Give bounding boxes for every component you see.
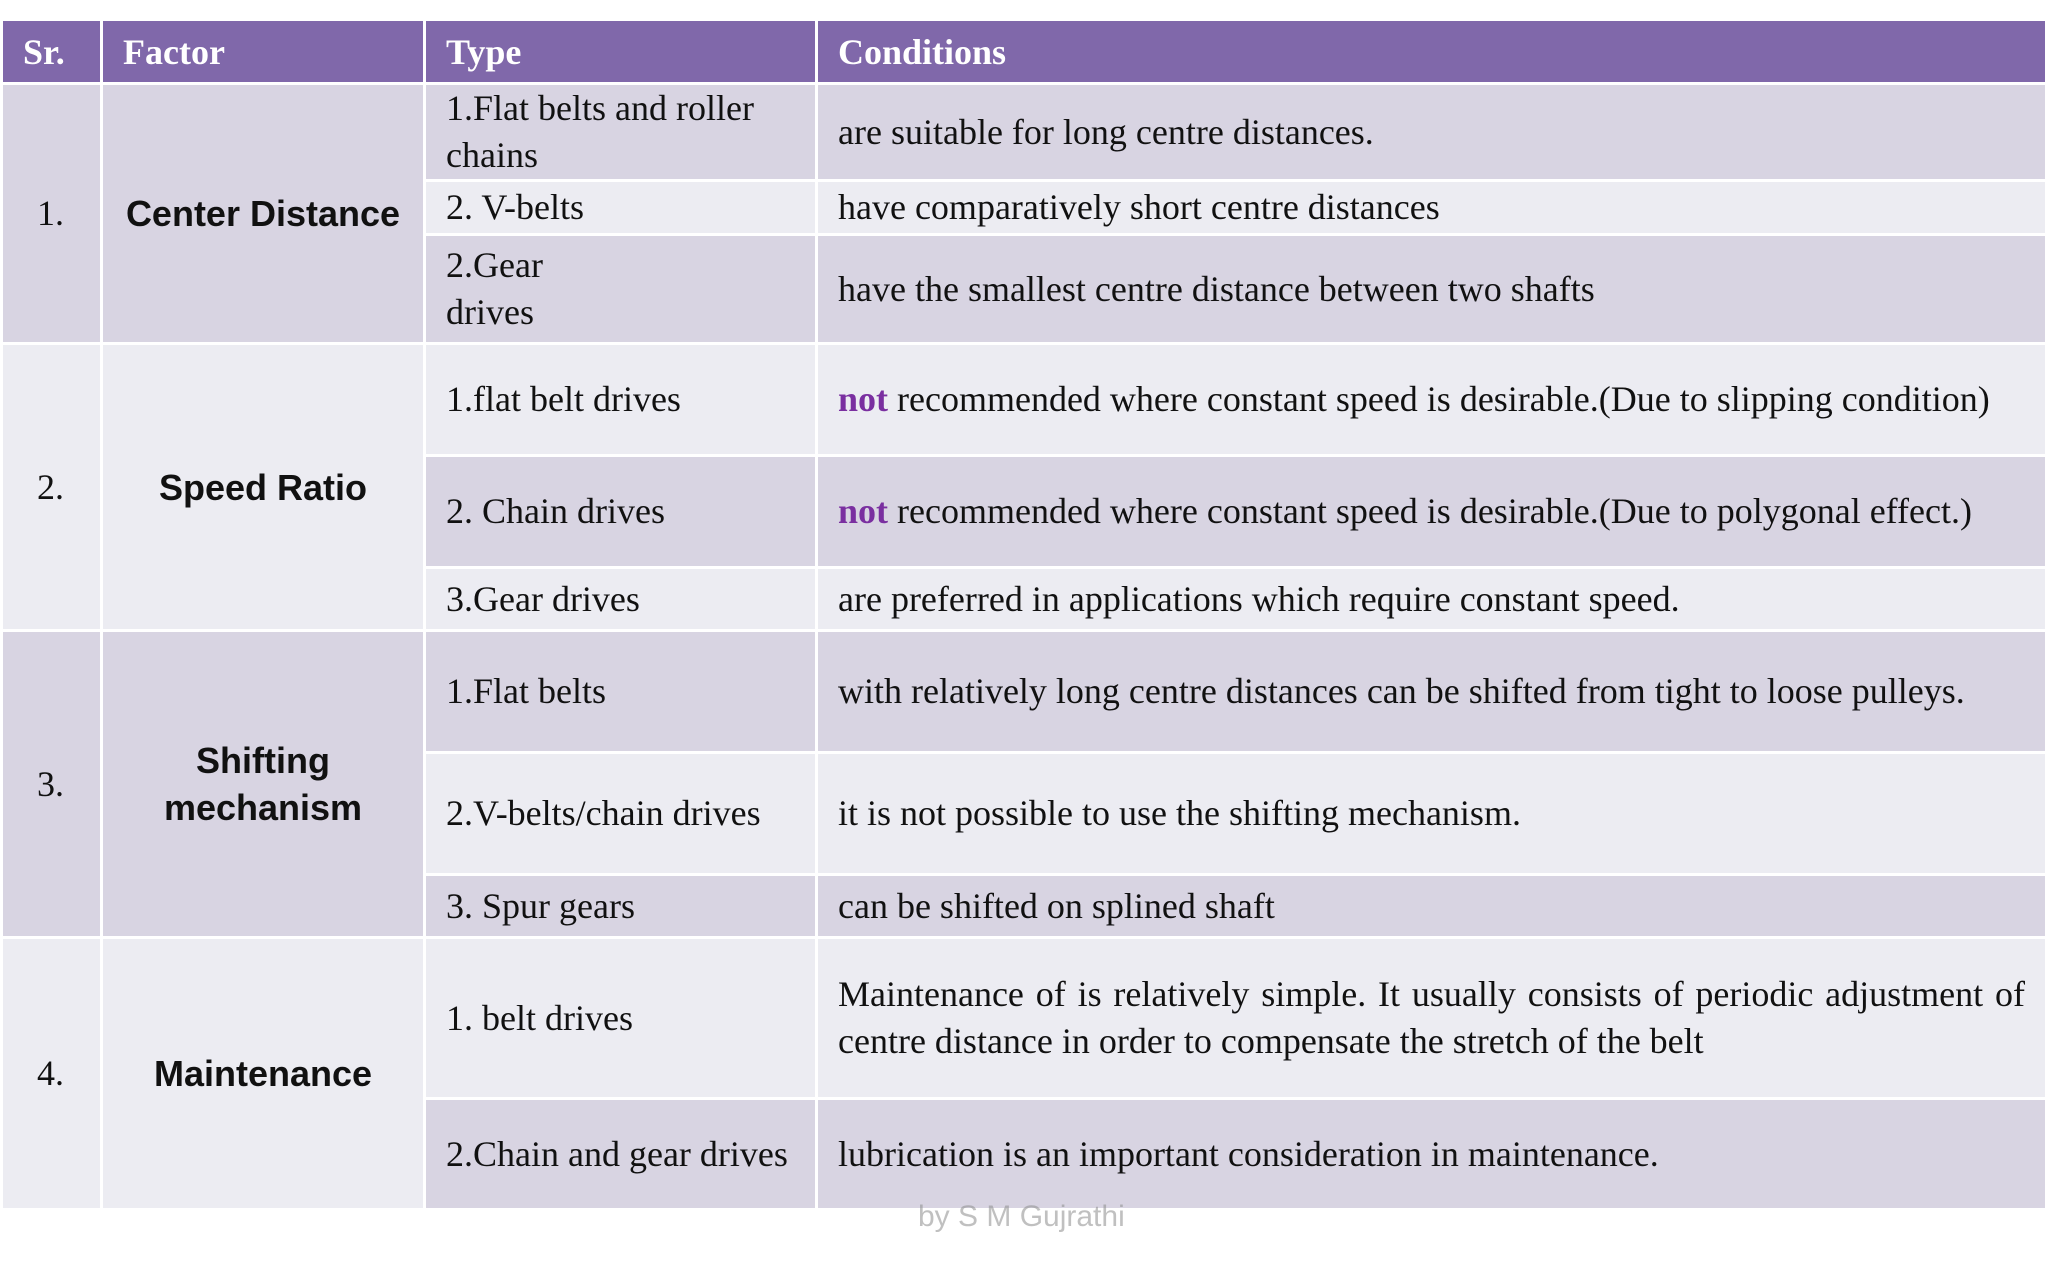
type-cell: 3.Gear drives <box>426 569 815 629</box>
type-cell: 2. Chain drives <box>426 457 815 566</box>
condition-cell: are preferred in applications which require constant speed. <box>818 569 2045 629</box>
condition-text: recommended where constant speed is desirable.(Due to slipping condition) <box>897 379 1990 419</box>
condition-cell: with relatively long centre distances can be shifted from tight to loose pulleys. <box>818 632 2045 751</box>
sr-cell: 1. <box>3 85 100 342</box>
not-keyword: not <box>838 379 889 419</box>
not-keyword: not <box>838 491 889 531</box>
factor-cell: Center Distance <box>103 85 423 342</box>
header-row <box>3 21 2045 82</box>
condition-cell: Maintenance of is relatively simple. It usually consists of periodic adjustment of centre distance in order to compensate the stretch of the belt <box>818 939 2045 1097</box>
sr-cell: 3. <box>3 632 100 936</box>
condition-cell: are suitable for long centre distances. <box>818 85 2045 179</box>
author-watermark: by S M Gujrathi <box>918 1200 1125 1233</box>
condition-cell <box>818 457 2045 566</box>
table-row <box>3 85 2045 179</box>
condition-cell: can be shifted on splined shaft <box>818 876 2045 936</box>
table-row <box>3 345 2045 454</box>
table-row <box>3 939 2045 1097</box>
sr-cell: 4. <box>3 939 100 1208</box>
type-cell: 1. belt drives <box>426 939 815 1097</box>
type-cell: 2. V-belts <box>426 182 815 233</box>
condition-cell: lubrication is an important consideration in maintenance. <box>818 1100 2045 1208</box>
factor-cell: Shifting mechanism <box>103 632 423 936</box>
type-cell: 2.Chain and gear drives <box>426 1100 815 1208</box>
type-cell: 2.Gear drives <box>426 236 815 342</box>
type-cell: 1.Flat belts and roller chains <box>426 85 815 179</box>
condition-cell: have the smallest centre distance between two shafts <box>818 236 2045 342</box>
type-cell: 1.flat belt drives <box>426 345 815 454</box>
header-type: Type <box>426 21 815 82</box>
type-cell: 3. Spur gears <box>426 876 815 936</box>
factor-cell: Maintenance <box>103 939 423 1208</box>
factor-cell: Speed Ratio <box>103 345 423 629</box>
condition-cell: it is not possible to use the shifting mechanism. <box>818 754 2045 873</box>
header-factor: Factor <box>103 21 423 82</box>
header-conditions: Conditions <box>818 21 2045 82</box>
condition-cell: have comparatively short centre distances <box>818 182 2045 233</box>
header-sr: Sr. <box>3 21 100 82</box>
type-cell: 1.Flat belts <box>426 632 815 751</box>
table-row <box>3 632 2045 751</box>
condition-text: recommended where constant speed is desirable.(Due to polygonal effect.) <box>897 491 1972 531</box>
type-cell: 2.V-belts/chain drives <box>426 754 815 873</box>
condition-cell <box>818 345 2045 454</box>
comparison-table <box>0 18 2048 1211</box>
sr-cell: 2. <box>3 345 100 629</box>
